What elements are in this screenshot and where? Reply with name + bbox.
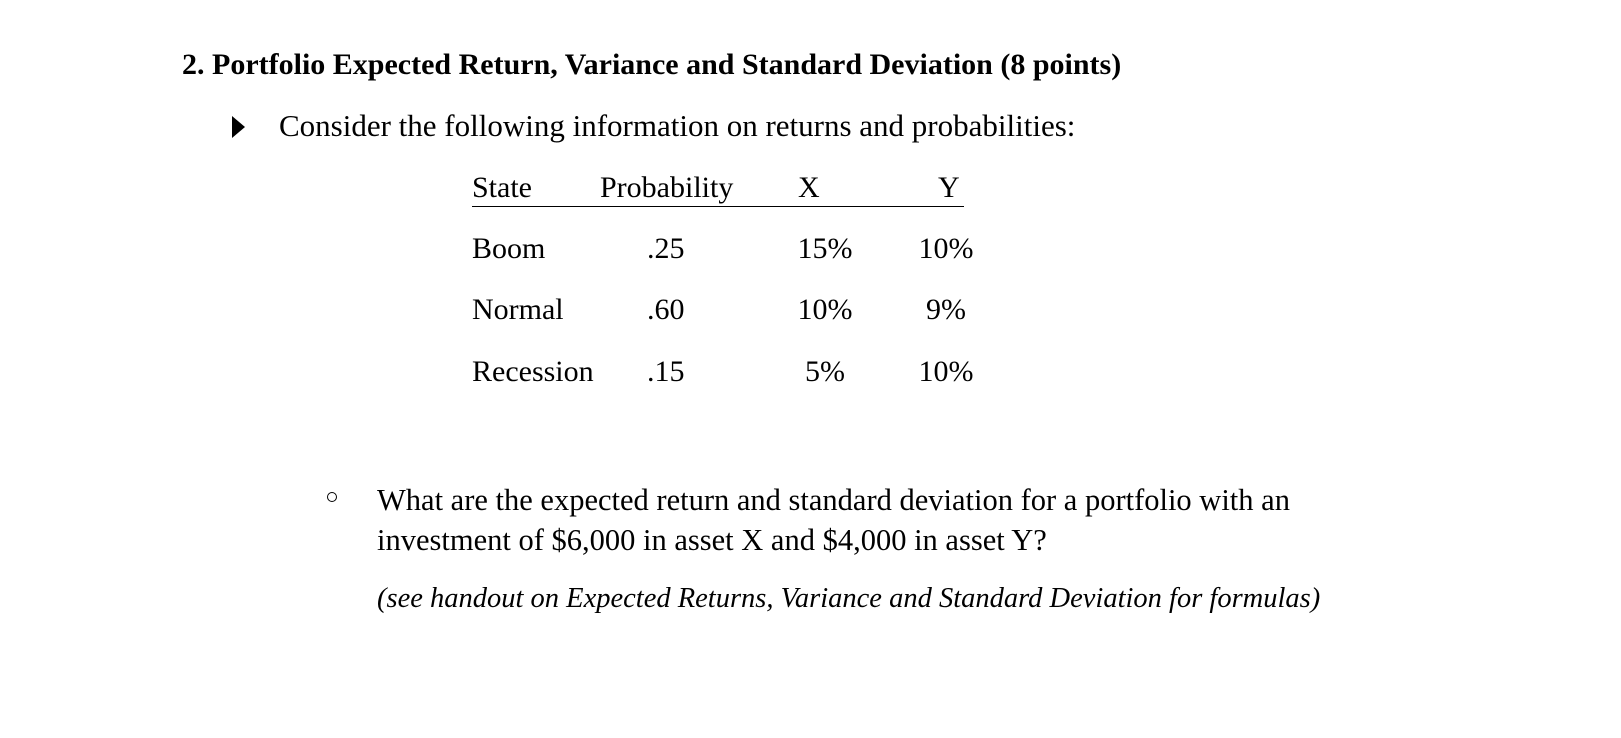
circle-bullet-icon	[327, 492, 337, 502]
cell-probability: .60	[647, 293, 685, 326]
cell-x: 10%	[797, 293, 853, 326]
question-line: investment of $6,000 in asset X and $4,000 in asset Y?	[377, 523, 1047, 557]
cell-probability: .25	[647, 232, 685, 265]
header-y: Y	[938, 171, 960, 204]
question-line: What are the expected return and standard deviation for a portfolio with an	[377, 483, 1290, 517]
cell-y: 9%	[926, 293, 966, 326]
cell-probability: .15	[647, 355, 685, 388]
intro-text: Consider the following information on returns and probabilities:	[279, 108, 1076, 143]
formula-note: (see handout on Expected Returns, Variance and Standard Deviation for formulas)	[377, 583, 1321, 614]
cell-y: 10%	[918, 232, 974, 265]
triangle-bullet-icon	[232, 116, 245, 138]
cell-x: 5%	[805, 355, 845, 388]
cell-y: 10%	[918, 355, 974, 388]
cell-state: Boom	[472, 232, 546, 265]
table-header-rule	[472, 206, 964, 207]
header-state: State	[472, 171, 532, 204]
cell-state: Normal	[472, 293, 564, 326]
cell-x: 15%	[797, 232, 853, 265]
problem-heading: 2. Portfolio Expected Return, Variance and Standard Deviation (8 points)	[182, 48, 1122, 81]
header-probability: Probability	[600, 171, 734, 204]
cell-state: Recession	[472, 355, 594, 388]
header-x: X	[798, 171, 820, 204]
question-text	[377, 480, 1377, 560]
